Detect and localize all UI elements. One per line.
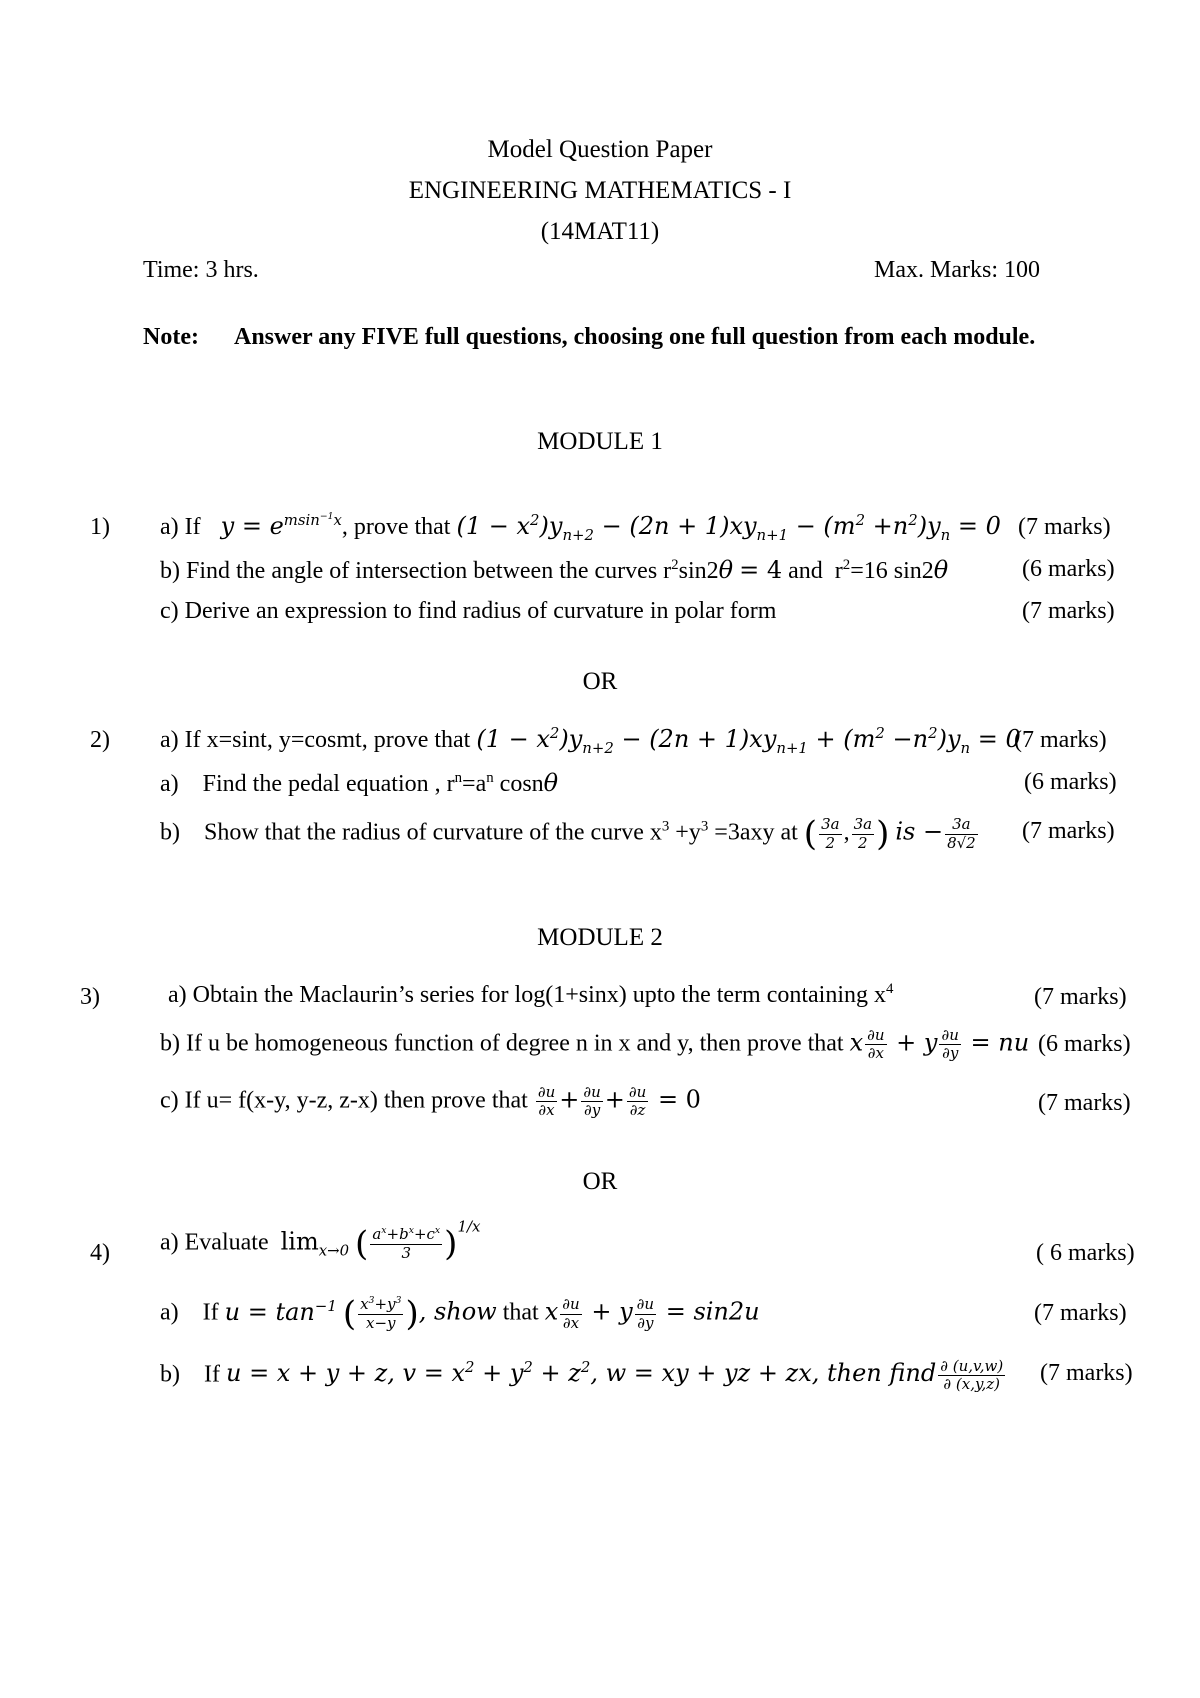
question-1a-label: a) If	[160, 514, 201, 540]
question-3c-marks: (7 marks)	[1038, 1090, 1131, 1116]
question-2a-formula: $(1 - x^2)y_{n+2} - (2n + 1)xy_{n+1} + (m^2 -n^2)y_n = 0$	[476, 724, 1021, 757]
question-1b: b) Find the angle of intersection between the curves $r^2\sin 2\theta = 4$ and $r^2=16$ sin2θ	[160, 556, 949, 584]
or-separator-2: OR	[582, 1168, 618, 1195]
question-3b-marks: (6 marks)	[1038, 1031, 1131, 1057]
question-3a: a) Obtain the Maclaurin’s series for log(1+sinx) upto the term containing $x^4$	[168, 981, 894, 1008]
question-4b: a) If $u = \tan^{-1}$ ( $\frac{x^3+y^3}{x-y}$ ), show that x $\frac{\partial u}{\partial x}$ + y $\frac{\partial u}{\partial y}$ = sin2u	[160, 1294, 760, 1334]
module-1-title: MODULE 1	[537, 428, 663, 455]
subject-name: ENGINEERING MATHEMATICS - I	[408, 177, 792, 204]
question-1a-marks: (7 marks)	[1018, 514, 1111, 540]
question-3b: b) If u be homogeneous function of degree n in x and y, then prove that x $\frac{\partial u}{\partial x}$ + y $\frac{\partial u}{\partial y}$ = nu	[160, 1026, 1030, 1063]
question-2a: a) If x=sint, y=cosmt, prove that $(1 - x^2)y_{n+2} - (2n + 1)xy_{n+1} + (m^2 -n^2)y_n = 0$	[160, 724, 1021, 757]
question-3-number: 3)	[80, 984, 100, 1010]
question-1a: a) If $y = e^{msin^{-1}x}$, prove that $(1 - x^2)y_{n+2} - (2n + 1)xy_{n+1} - (m^2 +n^2)y_n = 0$	[160, 511, 1001, 544]
time-label: Time: 3 hrs.	[143, 257, 259, 283]
note-label: Note:	[143, 324, 199, 350]
question-2c-marks: (7 marks)	[1022, 818, 1115, 844]
question-1b-marks: (6 marks)	[1022, 556, 1115, 582]
question-2c: b) Show that the radius of curvature of the curve $x^3 +y^3 =3axy$ at ( $\frac{3a}{2}$ , $\frac{3a}{2}$ ) is − $\frac{3a}{8√2}$	[160, 814, 976, 854]
paper-title: Model Question Paper	[487, 136, 713, 163]
note-text: Answer any FIVE full questions, choosing one full question from each module.	[234, 324, 1036, 350]
question-4a-marks: ( 6 marks)	[1036, 1240, 1135, 1266]
question-3c: c) If u= f(x-y, y-z, z-x) then prove that $\frac{\partial u}{\partial x}$ + $\frac{\partial u}{\partial y}$ + $\frac{\partial u}{\partial z}$ = 0	[160, 1083, 701, 1120]
question-1a-formula: $(1 - x^2)y_{n+2} - (2n + 1)xy_{n+1} - (m^2 +n^2)y_n = 0$	[456, 511, 1001, 544]
question-4c: b) If u = x + y + z, $v = x^2 + y^2 + z^2$, w = xy + yz + zx, then find $\frac{\partial (u,v,w)}{\partial (x,y,z)}$	[160, 1357, 1004, 1394]
question-4-number: 4)	[90, 1240, 110, 1266]
question-1a-formula-y: $y = e^{msin^{-1}x}$	[220, 511, 342, 540]
question-4a: a) Evaluate $\lim_{x\to 0}$ ( $\frac{a^x+b^x+c^x}{3}$ )$^{1/x}$	[160, 1217, 481, 1264]
question-1c-marks: (7 marks)	[1022, 598, 1115, 624]
question-4b-marks: (7 marks)	[1034, 1300, 1127, 1326]
question-2b-marks: (6 marks)	[1024, 769, 1117, 795]
question-2a-marks: (7 marks)	[1014, 727, 1107, 753]
module-2-title: MODULE 2	[537, 924, 663, 951]
question-1c: c) Derive an expression to find radius of curvature in polar form	[160, 598, 777, 624]
question-4c-marks: (7 marks)	[1040, 1360, 1133, 1386]
max-marks-label: Max. Marks: 100	[874, 257, 1040, 283]
question-2-number: 2)	[90, 727, 110, 753]
subject-code: (14MAT11)	[540, 218, 660, 245]
question-2b: a) Find the pedal equation , $r^n=a^n$ cosnθ	[160, 769, 559, 797]
or-separator-1: OR	[582, 668, 618, 695]
question-3a-marks: (7 marks)	[1034, 984, 1127, 1010]
question-1-number: 1)	[90, 514, 110, 540]
